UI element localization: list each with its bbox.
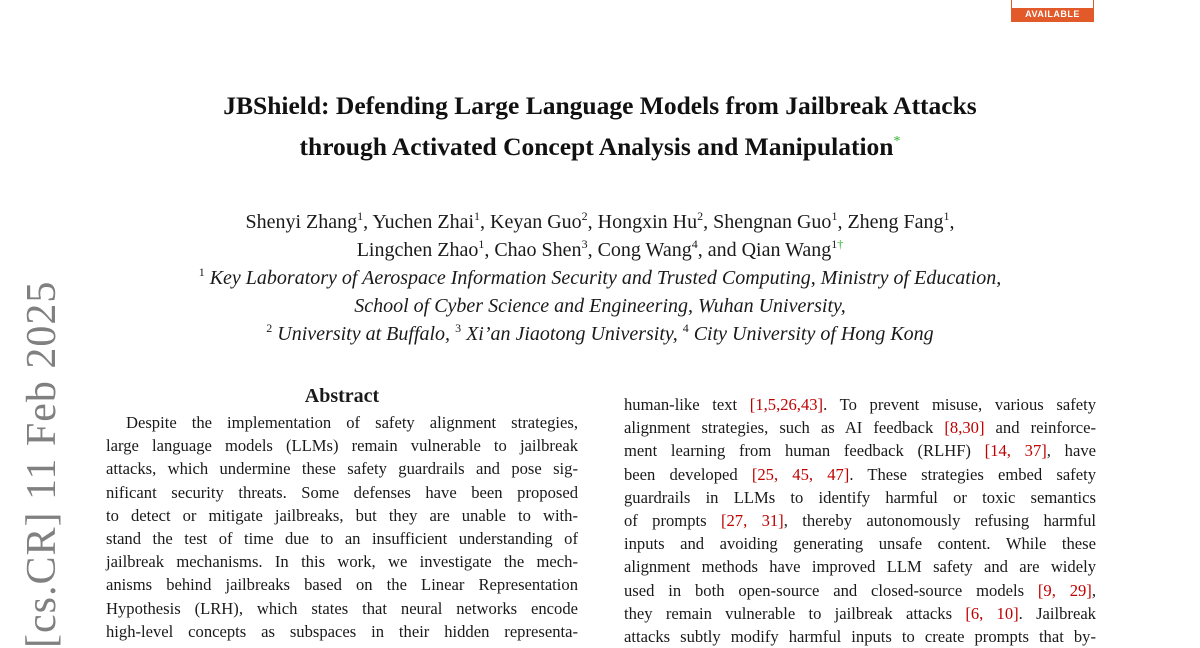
abstract-line: nificant security threats. Some defenses have been proposed: [106, 482, 578, 502]
intro-line: they remain vulnerable to jailbreak attacks [6, 10]. Jailbreak: [624, 603, 1096, 623]
author-name: Shengnan Guo: [713, 211, 832, 233]
affiliation-number: 4: [682, 321, 689, 335]
author-line-1: [100, 208, 1100, 236]
affiliation-name: City University of Hong Kong: [693, 323, 934, 345]
author-name: Qian Wang: [741, 239, 832, 261]
affiliation-name: Xi’an Jiaotong University,: [466, 323, 678, 345]
affiliation-line-1: $^1$ Key Laboratory of Aerospace Information Security and Trusted Computing, Ministry of Education,: [198, 265, 1002, 289]
author-name: Keyan Guo: [490, 211, 582, 233]
author-name: Hongxin Hu: [597, 211, 698, 233]
abstract-heading: Abstract: [304, 385, 380, 407]
affiliation-number: 2: [266, 321, 273, 335]
arxiv-side-stamp: [cs.CR] 11 Feb 2025: [19, 280, 65, 648]
abstract-body: [106, 411, 578, 643]
abstract-line: Hypothesis (LRH), which states that neural networks encode: [106, 598, 578, 618]
intro-line: inputs and avoiding generating unsafe content. While these: [624, 534, 1096, 554]
citation-link[interactable]: [25, 45, 47]: [751, 464, 850, 484]
affiliation-name: University at Buffalo,: [277, 323, 451, 345]
author-affiliation-mark: 1: [474, 209, 481, 223]
citation-link[interactable]: [6, 10]: [965, 603, 1019, 623]
author-separator: ,: [363, 211, 373, 233]
abstract-line: high-level concepts as subspaces in their hidden representa-: [106, 621, 578, 641]
affiliation-line-3: [100, 320, 1100, 348]
abstract-line: attacks, which undermine these safety guardrails and pose sig-: [106, 459, 578, 479]
corresponding-author-mark[interactable]: †: [837, 237, 844, 251]
paper-title: [100, 88, 1100, 165]
citation-link[interactable]: [9, 29]: [1037, 580, 1092, 600]
affiliation-number: 3: [455, 321, 462, 335]
affiliations: [100, 264, 1100, 348]
intro-line: alignment methods have improved LLM safety and are widely: [624, 557, 1096, 577]
abstract-line: jailbreak mechanisms. In this work, we investigate the mech-: [106, 552, 578, 572]
abstract-line: large language models (LLMs) remain vulnerable to jailbreak: [106, 436, 578, 456]
author-name: Shenyi Zhang: [245, 211, 358, 233]
introduction-body: [624, 393, 1096, 648]
title-footnote-mark[interactable]: *: [893, 134, 901, 149]
citation-link[interactable]: [1,5,26,43]: [749, 395, 824, 414]
affiliation-line-2: School of Cyber Science and Engineering, Wuhan University,: [354, 295, 846, 317]
intro-line: ment learning from human feedback (RLHF) [14, 37], have: [624, 441, 1096, 461]
author-separator: ,: [587, 239, 598, 261]
author-affiliation-mark: 2: [581, 209, 588, 223]
author-name: Chao Shen: [494, 239, 582, 261]
author-affiliation-mark: 4: [691, 237, 698, 251]
abstract-line: Despite the implementation of safety alignment strategies,: [126, 413, 578, 432]
author-separator: ,: [837, 211, 848, 233]
author-separator: ,: [484, 239, 495, 261]
intro-line: of prompts [27, 31], thereby autonomously refusing harmful: [624, 511, 1097, 531]
title-line-2: through Activated Concept Analysis and Manipulation*: [299, 132, 901, 161]
author-separator: ,: [587, 211, 598, 233]
author-line-2: [100, 236, 1100, 264]
author-separator: , and: [697, 239, 742, 261]
affiliation-number: 1: [198, 265, 205, 279]
intro-line: used in both open-source and closed-source models [9, 29],: [624, 580, 1096, 600]
intro-line: alignment strategies, such as AI feedback [8,30] and reinforce-: [624, 418, 1096, 438]
author-separator: ,: [480, 211, 491, 233]
author-name: Yuchen Zhai: [372, 211, 475, 233]
author-name: Lingchen Zhao: [356, 239, 479, 261]
author-affiliation-mark: 1: [357, 209, 364, 223]
author-name: Zheng Fang: [847, 211, 944, 233]
author-affiliation-mark: 1: [478, 237, 485, 251]
author-affiliation-mark: 1: [831, 209, 838, 223]
artifact-available-badge: [1011, 0, 1094, 22]
abstract-line: anisms behind jailbreaks based on the Linear Representation: [106, 575, 578, 595]
author-affiliation-mark: 1: [831, 237, 838, 251]
citation-link[interactable]: [14, 37]: [984, 441, 1047, 461]
citation-link[interactable]: [27, 31]: [720, 511, 784, 531]
author-list: [100, 208, 1100, 264]
author-affiliation-mark: 3: [581, 237, 588, 251]
abstract-line: to detect or mitigate jailbreaks, but they are unable to with-: [106, 505, 578, 525]
intro-line: been developed [25, 45, 47]. These strategies embed safety: [624, 464, 1096, 484]
author-affiliation-mark: 1: [943, 209, 950, 223]
intro-line: attacks subtly modify harmful inputs to create prompts that by-: [624, 627, 1096, 647]
author-name: Cong Wang: [597, 239, 692, 261]
author-affiliation-mark: 2: [697, 209, 704, 223]
intro-line: guardrails in LLMs to identify harmful or toxic semantics: [624, 487, 1096, 507]
badge-label: AVAILABLE: [1012, 8, 1093, 21]
author-separator: ,: [703, 211, 714, 233]
title-line-1: JBShield: Defending Large Language Models from Jailbreak Attacks: [223, 91, 977, 120]
author-separator: ,: [949, 211, 955, 233]
abstract-line: stand the test of time due to an insufficient understanding of: [106, 529, 578, 549]
intro-line: human-like text [1,5,26,43]. To prevent misuse, various safety: [624, 395, 1096, 414]
citation-link[interactable]: [8,30]: [944, 418, 985, 438]
